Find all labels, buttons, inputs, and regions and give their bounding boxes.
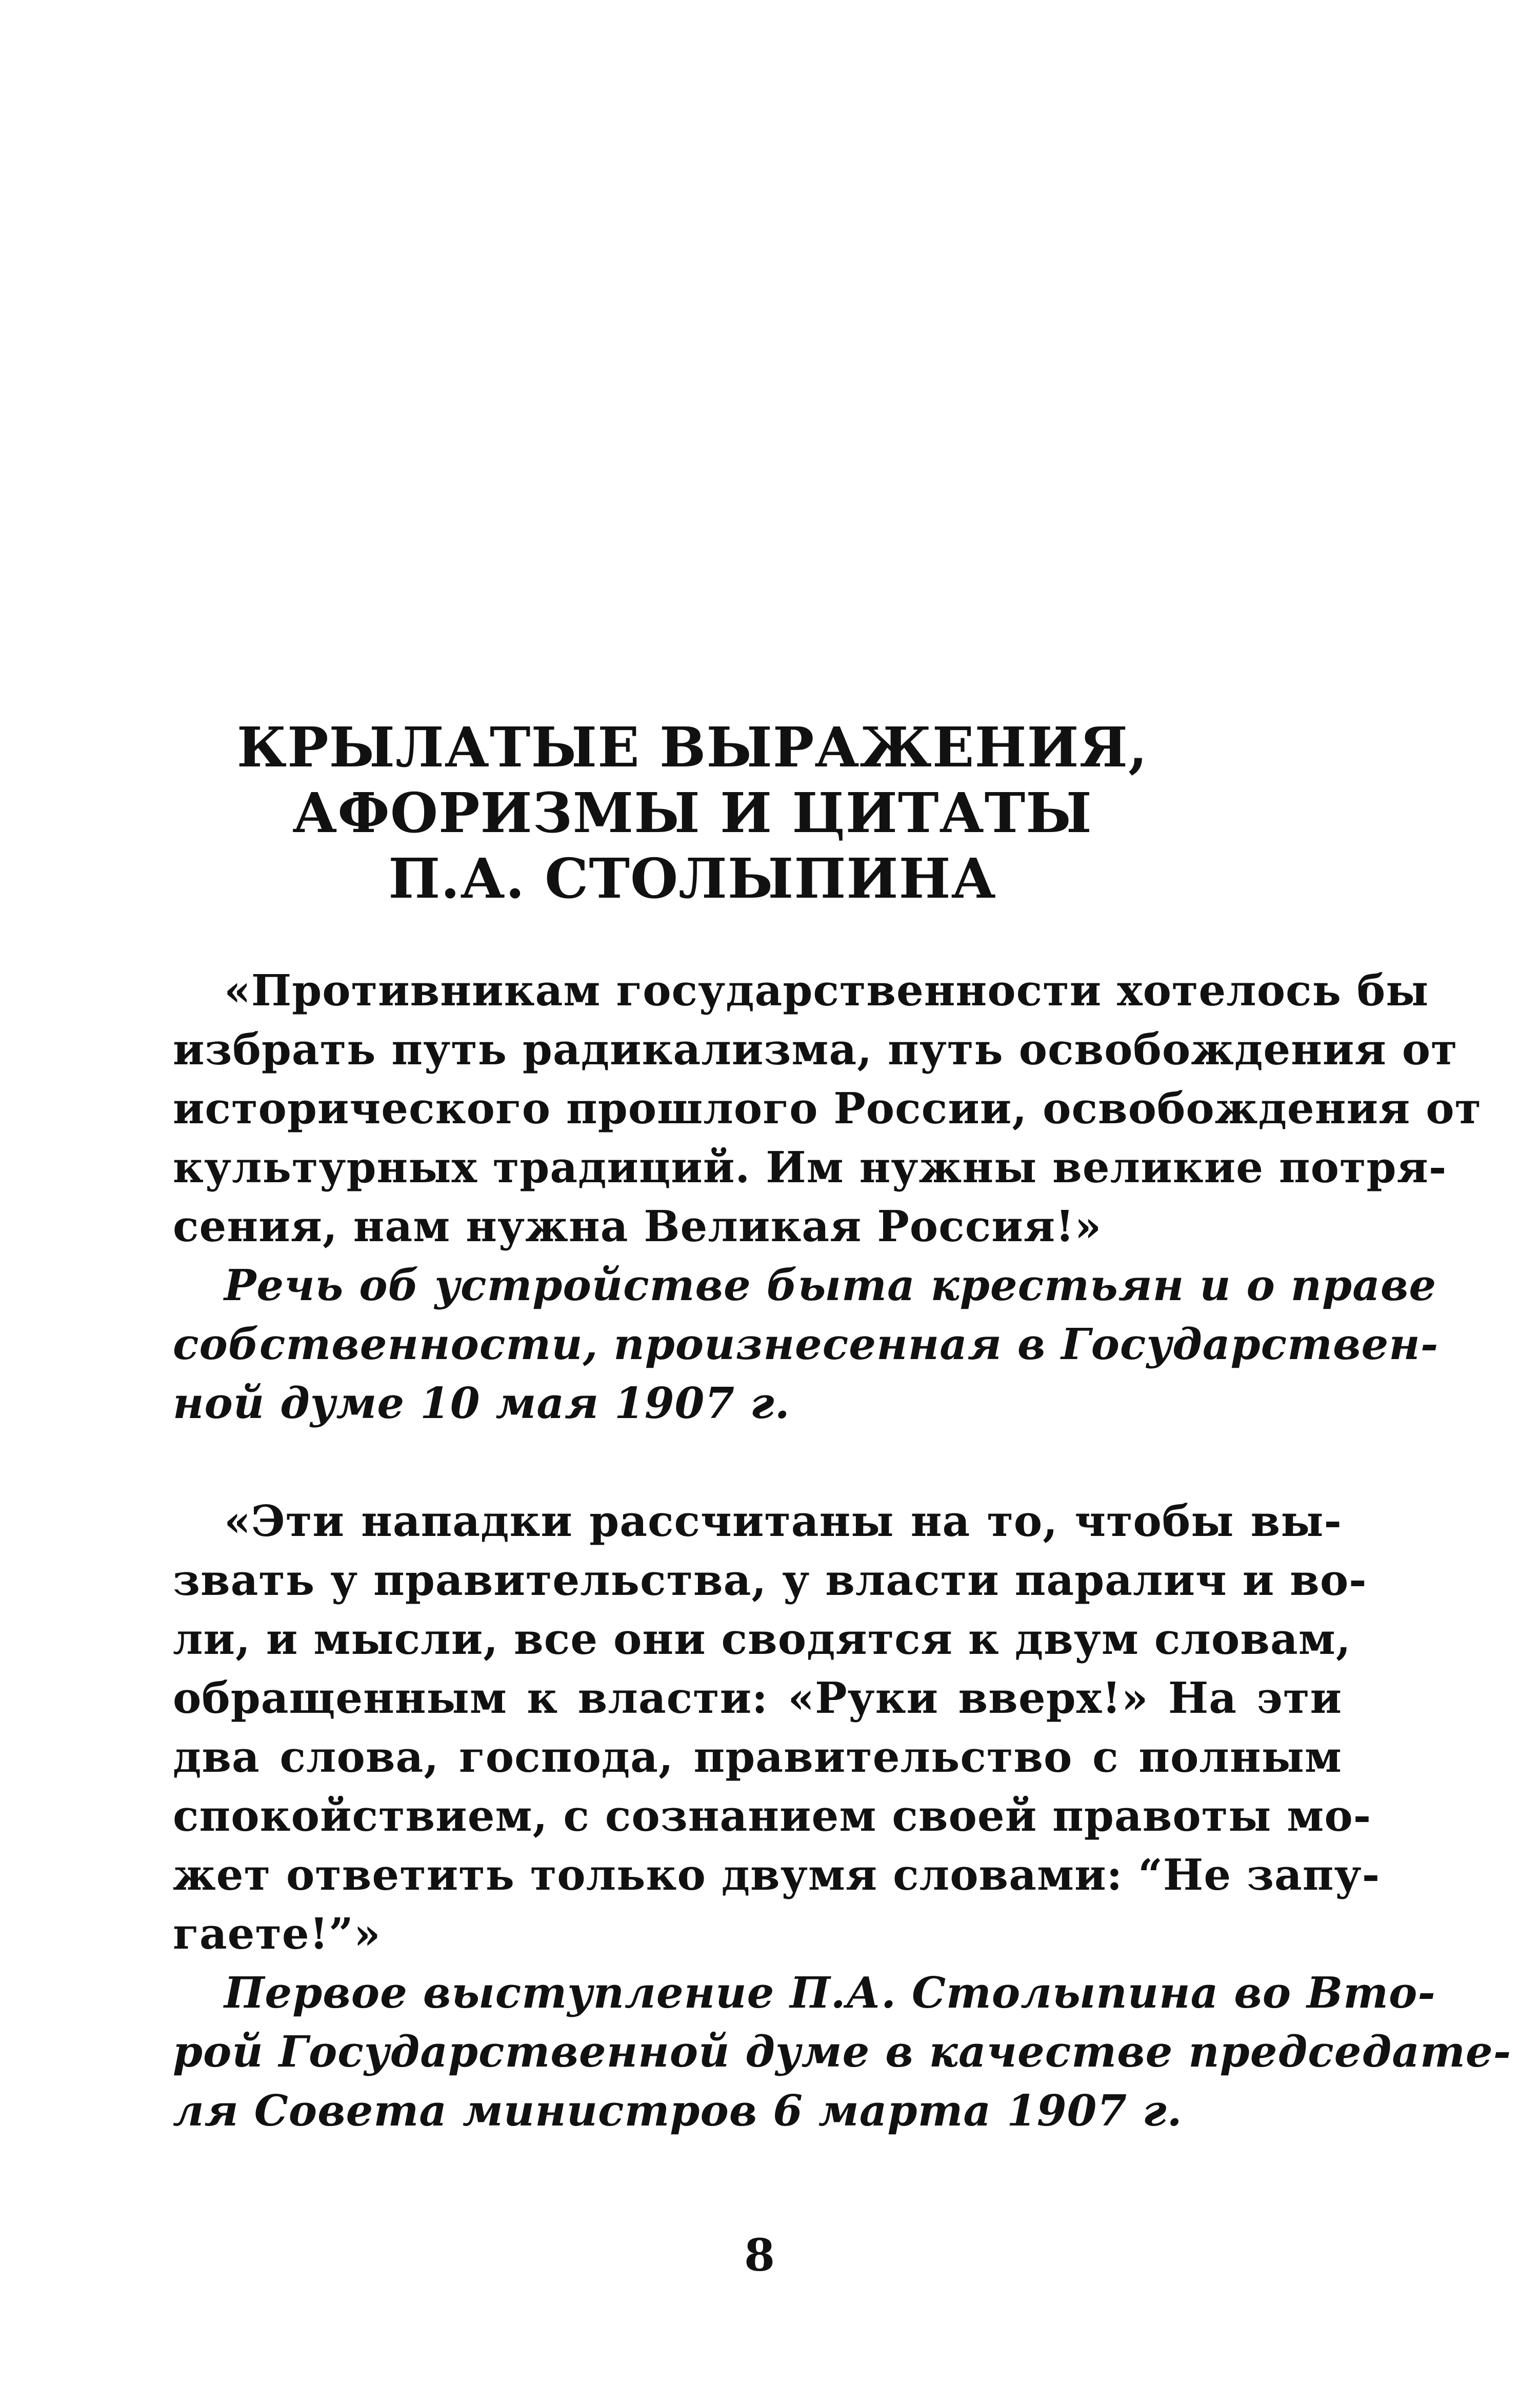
quote-line: звать у правительства, у власти паралич и во- [173,1555,1367,1605]
quote-line: «Эти нападки рассчитаны на то, чтобы вы- [224,1496,1342,1546]
heading-line: АФОРИЗМЫ И ЦИТАТЫ [292,781,1092,845]
quote-line: «Противникам государственности хотелось бы [224,965,1429,1016]
heading-line: КРЫЛАТЫЕ ВЫРАЖЕНИЯ, [236,716,1148,780]
quote-1-source [173,1256,1439,1433]
quote-2 [173,1492,1381,1964]
source-line: ля Совета министров 6 марта 1907 г. [173,2086,1183,2136]
quote-line: обращенным к власти: «Руки вверх!» На эти [173,1673,1342,1723]
quote-line: ли, и мысли, все они сводятся к двум словам, [173,1614,1351,1664]
page-number: 8 [744,2230,775,2281]
quote-line: культурных традиций. Им нужны великие потря- [173,1142,1447,1192]
source-line: Первое выступление П.А. Столыпина во Вто- [224,1968,1436,2018]
quote-1 [173,961,1482,1256]
quote-line: два слова, господа, правительство с полным [173,1732,1342,1782]
quote-line: спокойствием, с сознанием своей правоты мо- [173,1791,1372,1841]
quote-line: сения, нам нужна Великая Россия!» [173,1201,1102,1251]
quote-line: избрать путь радикализма, путь освобождения от [173,1024,1458,1075]
heading-line: П.А. СТОЛЫПИНА [388,847,996,911]
source-line: Речь об устройстве быта крестьян и о праве [224,1260,1437,1310]
quote-line: исторического прошлого России, освобождения от [173,1083,1482,1134]
source-line: ной думе 10 мая 1907 г. [173,1378,790,1428]
source-line: собственности, произнесенная в Государствен- [173,1319,1439,1369]
quote-line: жет ответить только двумя словами: “Не запу- [173,1850,1381,1900]
quote-line: гаете!”» [173,1909,381,1959]
quote-2-source [173,1964,1512,2140]
source-line: рой Государственной думе в качестве председате- [173,2027,1512,2077]
chapter-heading [154,715,1231,912]
